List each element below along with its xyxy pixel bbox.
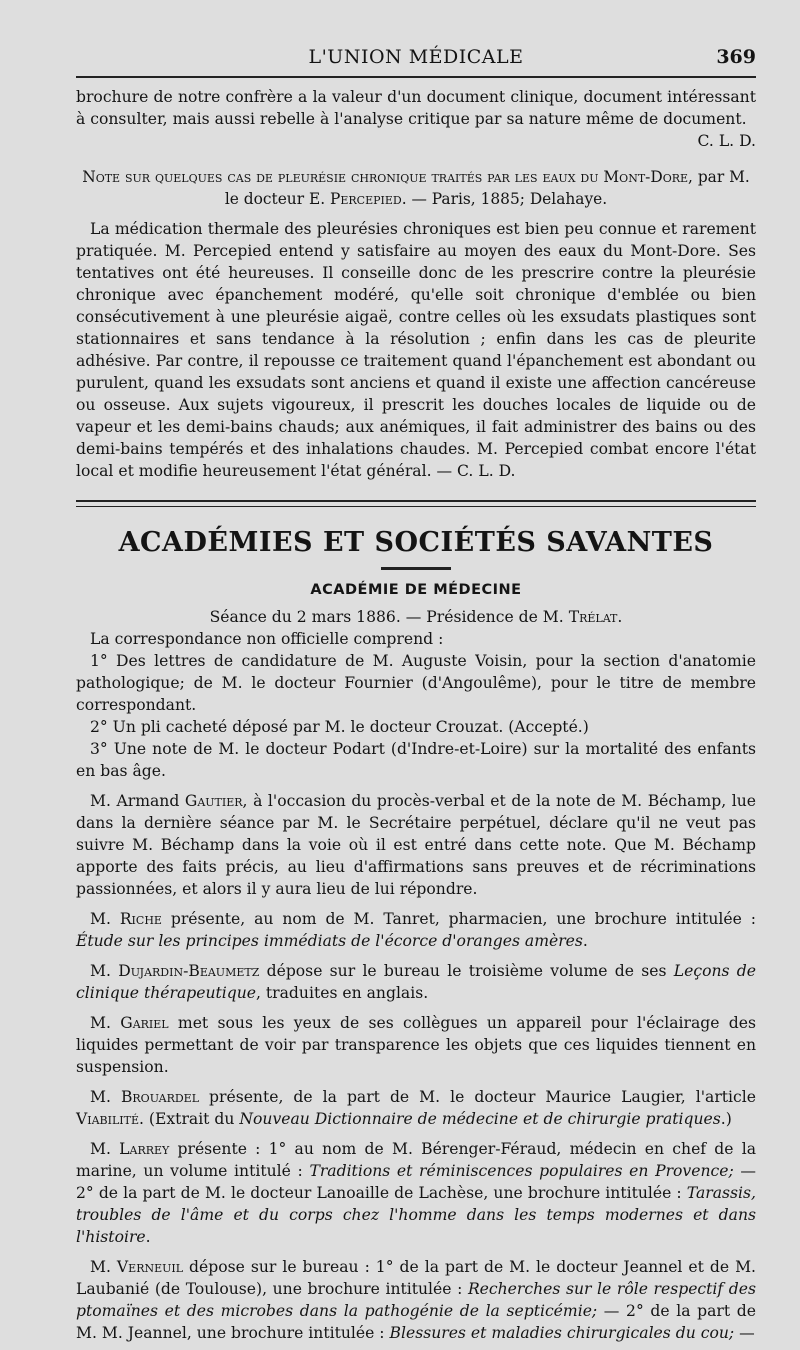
notice-by: , par M. le docteur E. bbox=[224, 168, 750, 208]
brouardel-text: présente, de la part de M. le docteur Maurice Laugier, l'article bbox=[199, 1088, 756, 1106]
verneuil-end: — bbox=[734, 1324, 755, 1342]
larrey-mid: — 2° de la part de M. le docteur Lanoaille de Lachèse, une brochure intitulée : bbox=[76, 1162, 756, 1202]
gariel-name: Gariel bbox=[120, 1014, 169, 1032]
paragraph-verneuil bbox=[76, 1256, 756, 1344]
correspondence-item-3: 3° Une note de M. le docteur Podart (d'Indre-et-Loire) sur la mortalité des enfants en bas âge. bbox=[76, 740, 756, 780]
paragraph-riche bbox=[76, 908, 756, 952]
riche-title: Étude sur les principes immédiats de l'écorce d'oranges amères bbox=[76, 932, 583, 950]
intro-signature: C. L. D. bbox=[697, 132, 756, 150]
brouardel-article: Viabilité bbox=[76, 1110, 139, 1128]
notice-body: La médication thermale des pleurésies chroniques est bien peu connue et rarement pratiquée. M. Percepied entend y satisfaire au moyen des eaux du Mont-Dore. Ses tentatives ont été heureuses. Il conseille donc de les prescrire contre la pleurésie chronique avec épanchement modéré, qu'elle soit chronique d'emblée ou bien consécutivement à une pleurésie aigaë, contre celles où les exsudats plastiques sont stationnaires et sans tendance à la résolution ; enfin dans les cas de pleurite adhésive. Par contre, il repousse ce traitement quand l'épanchement est abondant ou purulent, quand les exsudats sont anciens et quand il existe une affection cancéreuse ou osseuse. Aux sujets vigoureux, il prescrit les douches locales de liquide ou de vapeur et les demi-bains chauds; aux anémiques, il fait administrer des bains ou des demi-bains tempérés et des inhalations chaudes. M. Percepied combat encore l'état local et modifie heureusement l'état général. — C. L. D. bbox=[76, 220, 756, 480]
dujardin-end: , traduites en anglais. bbox=[256, 984, 429, 1002]
dujardin-prefix: M. bbox=[90, 962, 119, 980]
gautier-prefix: M. Armand bbox=[90, 792, 185, 810]
riche-prefix: M. bbox=[90, 910, 120, 928]
brouardel-name: Brouardel bbox=[120, 1088, 200, 1106]
dujardin-text: dépose sur le bureau le troisième volume de ses bbox=[259, 962, 674, 980]
brouardel-title: Nouveau Dictionnaire de médecine et de chirurgie pratiques bbox=[239, 1110, 721, 1128]
larrey-name: Larrey bbox=[119, 1140, 170, 1158]
session-text: Séance du 2 mars 1886. — Présidence de M. bbox=[209, 608, 569, 626]
correspondence-item-1: 1° Des lettres de candidature de M. Auguste Voisin, pour la section d'anatomie pathologique; de M. le docteur Fournier (d'Angoulême), pour le titre de membre correspondant. bbox=[76, 652, 756, 714]
verneuil-name: Verneuil bbox=[116, 1258, 184, 1276]
gautier-text: , à l'occasion du procès-verbal et de la note de M. Béchamp, lue dans la dernière séance par M. le Secrétaire perpétuel, déclare qu'il ne veut pas suivre M. Béchamp dans la voie où il est entré dans cette note. Que M. Béchamp apporte des faits précis, au lieu d'affirmations sans preuves et de récriminations passionnées, et alors il y aura lieu de lui répondre. bbox=[76, 792, 756, 898]
larrey-title-1: Traditions et réminiscences populaires en Provence; bbox=[309, 1162, 734, 1180]
paragraph-larrey bbox=[76, 1138, 756, 1248]
correspondence-lead: La correspondance non officielle comprend : bbox=[90, 630, 444, 648]
paragraph-dujardin bbox=[76, 960, 756, 1004]
intro-paragraph: brochure de notre confrère a la valeur d'un document clinique, document intéressant à consulter, mais aussi rebelle à l'analyse critique par sa nature même de document. bbox=[76, 88, 756, 128]
verneuil-title-1: Recherches sur le rôle respectif des ptomaïnes et des microbes dans la pathogénie de la septicémie; bbox=[76, 1280, 756, 1320]
verneuil-title-2: Blessures et maladies chirurgicales du cou; bbox=[389, 1324, 735, 1342]
gariel-prefix: M. bbox=[90, 1014, 121, 1032]
notice-place: Mont-Dore bbox=[603, 168, 689, 186]
correspondence-item-2: 2° Un pli cacheté déposé par M. le docteur Crouzat. (Accepté.) bbox=[90, 718, 589, 736]
session-line bbox=[76, 606, 756, 628]
verneuil-mid: — 2° de la part de M. M. Jeannel, une brochure intitulée : bbox=[76, 1302, 756, 1342]
page-header bbox=[76, 40, 756, 78]
verneuil-prefix: M. bbox=[90, 1258, 117, 1276]
title-rule bbox=[381, 567, 451, 570]
paragraph-gautier bbox=[76, 790, 756, 900]
larrey-prefix: M. bbox=[90, 1140, 120, 1158]
notice-author: Percepied bbox=[329, 190, 402, 208]
riche-text: présente, au nom de M. Tanret, pharmacien, une brochure intitulée : bbox=[161, 910, 756, 928]
session-end: . bbox=[617, 608, 623, 626]
dujardin-name: Dujardin-Beaumetz bbox=[118, 962, 260, 980]
notice-title bbox=[76, 166, 756, 210]
academy-subtitle: ACADÉMIE DE MÉDECINE bbox=[310, 582, 522, 598]
gariel-text: met sous les yeux de ses collègues un appareil pour l'éclairage des liquides permettant de voir par transparence les objets que ces liquides tiennent en suspension. bbox=[76, 1014, 756, 1076]
section-divider bbox=[76, 500, 756, 507]
larrey-end: . bbox=[145, 1228, 151, 1246]
dujardin-title: Leçons de clinique thérapeutique bbox=[76, 962, 756, 1002]
page-number: 369 bbox=[716, 46, 756, 68]
brouardel-prefix: M. bbox=[90, 1088, 121, 1106]
brouardel-end: .) bbox=[720, 1110, 732, 1128]
brouardel-mid: . (Extrait du bbox=[139, 1110, 240, 1128]
larrey-text: présente : 1° au nom de M. Bérenger-Féraud, médecin en chef de la marine, un volume intitulé : bbox=[76, 1140, 756, 1180]
section-title: ACADÉMIES ET SOCIÉTÉS SAVANTES bbox=[118, 527, 714, 558]
notice-publication: . — Paris, 1885; Delahaye. bbox=[401, 190, 608, 208]
paragraph-brouardel bbox=[76, 1086, 756, 1130]
riche-name: Riche bbox=[119, 910, 162, 928]
session-president: Trélat bbox=[568, 608, 618, 626]
notice-label: Note sur quelques cas de pleurésie chronique traités par les eaux du bbox=[82, 168, 599, 186]
verneuil-text: dépose sur le bureau : 1° de la part de M. le docteur Jeannel et de M. Laubanié (de Toulouse), une brochure intitulée : bbox=[76, 1258, 756, 1298]
riche-end: . bbox=[582, 932, 588, 950]
gautier-name: Gautier bbox=[184, 792, 243, 810]
running-title: L'UNION MÉDICALE bbox=[308, 46, 524, 68]
larrey-title-2: Tarassis, troubles de l'âme et du corps chez l'homme dans les temps modernes et dans l'histoire bbox=[76, 1184, 756, 1246]
paragraph-gariel bbox=[76, 1012, 756, 1078]
